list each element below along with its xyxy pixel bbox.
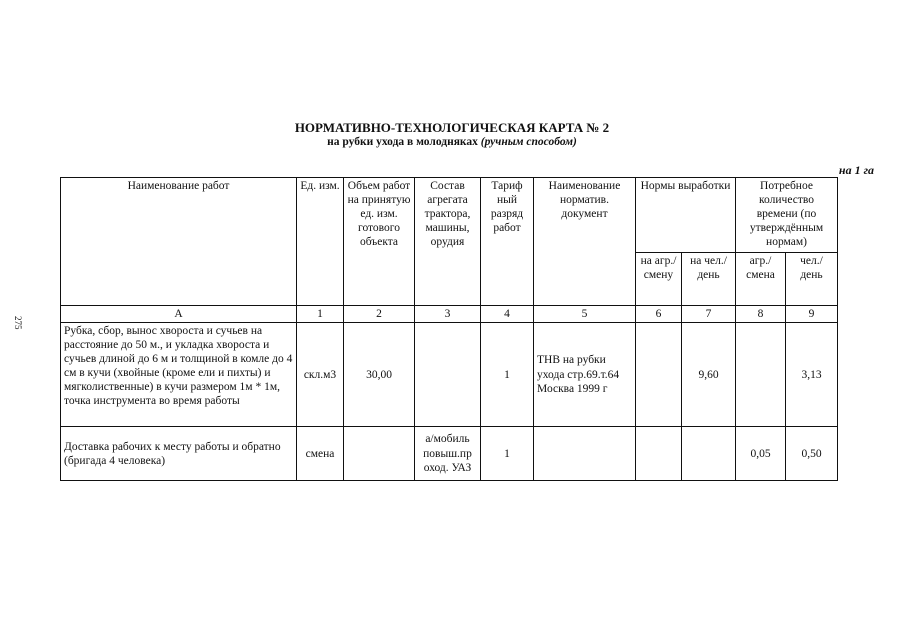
header-norm-per-shift: на агр./ смену xyxy=(636,253,682,306)
header-composition: Состав агрегата трактора, машины, орудия xyxy=(415,178,481,306)
document-cell: ТНВ на рубки ухода стр.69.т.64 Москва 1999 г xyxy=(534,323,636,427)
norm-shift-cell xyxy=(636,427,682,481)
unit-cell: скл.м3 xyxy=(297,323,344,427)
header-norms-group: Нормы выработки xyxy=(636,178,736,253)
work-name-cell: Доставка рабочих к месту работы и обратно (бригада 4 человека) xyxy=(61,427,297,481)
technology-card-table xyxy=(60,177,838,481)
column-index: 7 xyxy=(682,306,736,323)
page-number: 275 xyxy=(13,316,23,330)
column-index: 1 xyxy=(297,306,344,323)
column-index: 5 xyxy=(534,306,636,323)
norm-day-cell xyxy=(682,427,736,481)
header-time-group: Потребное количество времени (по утверждённым нормам) xyxy=(736,178,838,253)
document-cell xyxy=(534,427,636,481)
column-index: 6 xyxy=(636,306,682,323)
column-index: 9 xyxy=(786,306,838,323)
tariff-cell: 1 xyxy=(481,323,534,427)
table-row xyxy=(61,427,838,481)
volume-cell xyxy=(344,427,415,481)
composition-cell: а/мобиль повыш.пр оход. УАЗ xyxy=(415,427,481,481)
unit-cell: смена xyxy=(297,427,344,481)
column-index: 4 xyxy=(481,306,534,323)
time-day-cell: 0,50 xyxy=(786,427,838,481)
time-day-cell: 3,13 xyxy=(786,323,838,427)
subtitle-main: на рубки ухода в молодняках xyxy=(327,136,481,148)
header-volume: Объем работ на принятую ед. изм. готового объекта xyxy=(344,178,415,306)
column-index: 3 xyxy=(415,306,481,323)
document-subtitle xyxy=(0,136,904,148)
volume-cell: 30,00 xyxy=(344,323,415,427)
header-norm-per-day: на чел./ день xyxy=(682,253,736,306)
header-tariff: Тариф ный разряд работ xyxy=(481,178,534,306)
work-name-cell: Рубка, сбор, вынос хвороста и сучьев на расстояние до 50 м., и укладка хвороста и сучьев длиной до 6 м и толщиной в комле до 4 см в кучи (хвойные (кроме ели и пихты) и мягколиственные) в кучи размером 1м * 1м, точка инструмента во время работы xyxy=(61,323,297,427)
table-row xyxy=(61,323,838,427)
norm-day-cell: 9,60 xyxy=(682,323,736,427)
norm-shift-cell xyxy=(636,323,682,427)
composition-cell xyxy=(415,323,481,427)
header-time-per-shift: агр./ смена xyxy=(736,253,786,306)
header-unit: Ед. изм. xyxy=(297,178,344,306)
time-shift-cell: 0,05 xyxy=(736,427,786,481)
unit-note: на 1 га xyxy=(838,163,874,177)
header-work-name: Наименование работ xyxy=(61,178,297,306)
time-shift-cell xyxy=(736,323,786,427)
column-index: 8 xyxy=(736,306,786,323)
header-document: Наименование норматив. документ xyxy=(534,178,636,306)
document-title: НОРМАТИВНО-ТЕХНОЛОГИЧЕСКАЯ КАРТА № 2 xyxy=(294,120,610,135)
column-index: А xyxy=(61,306,297,323)
subtitle-method: (ручным способом) xyxy=(480,136,577,148)
tariff-cell: 1 xyxy=(481,427,534,481)
column-index: 2 xyxy=(344,306,415,323)
header-time-per-day: чел./ день xyxy=(786,253,838,306)
